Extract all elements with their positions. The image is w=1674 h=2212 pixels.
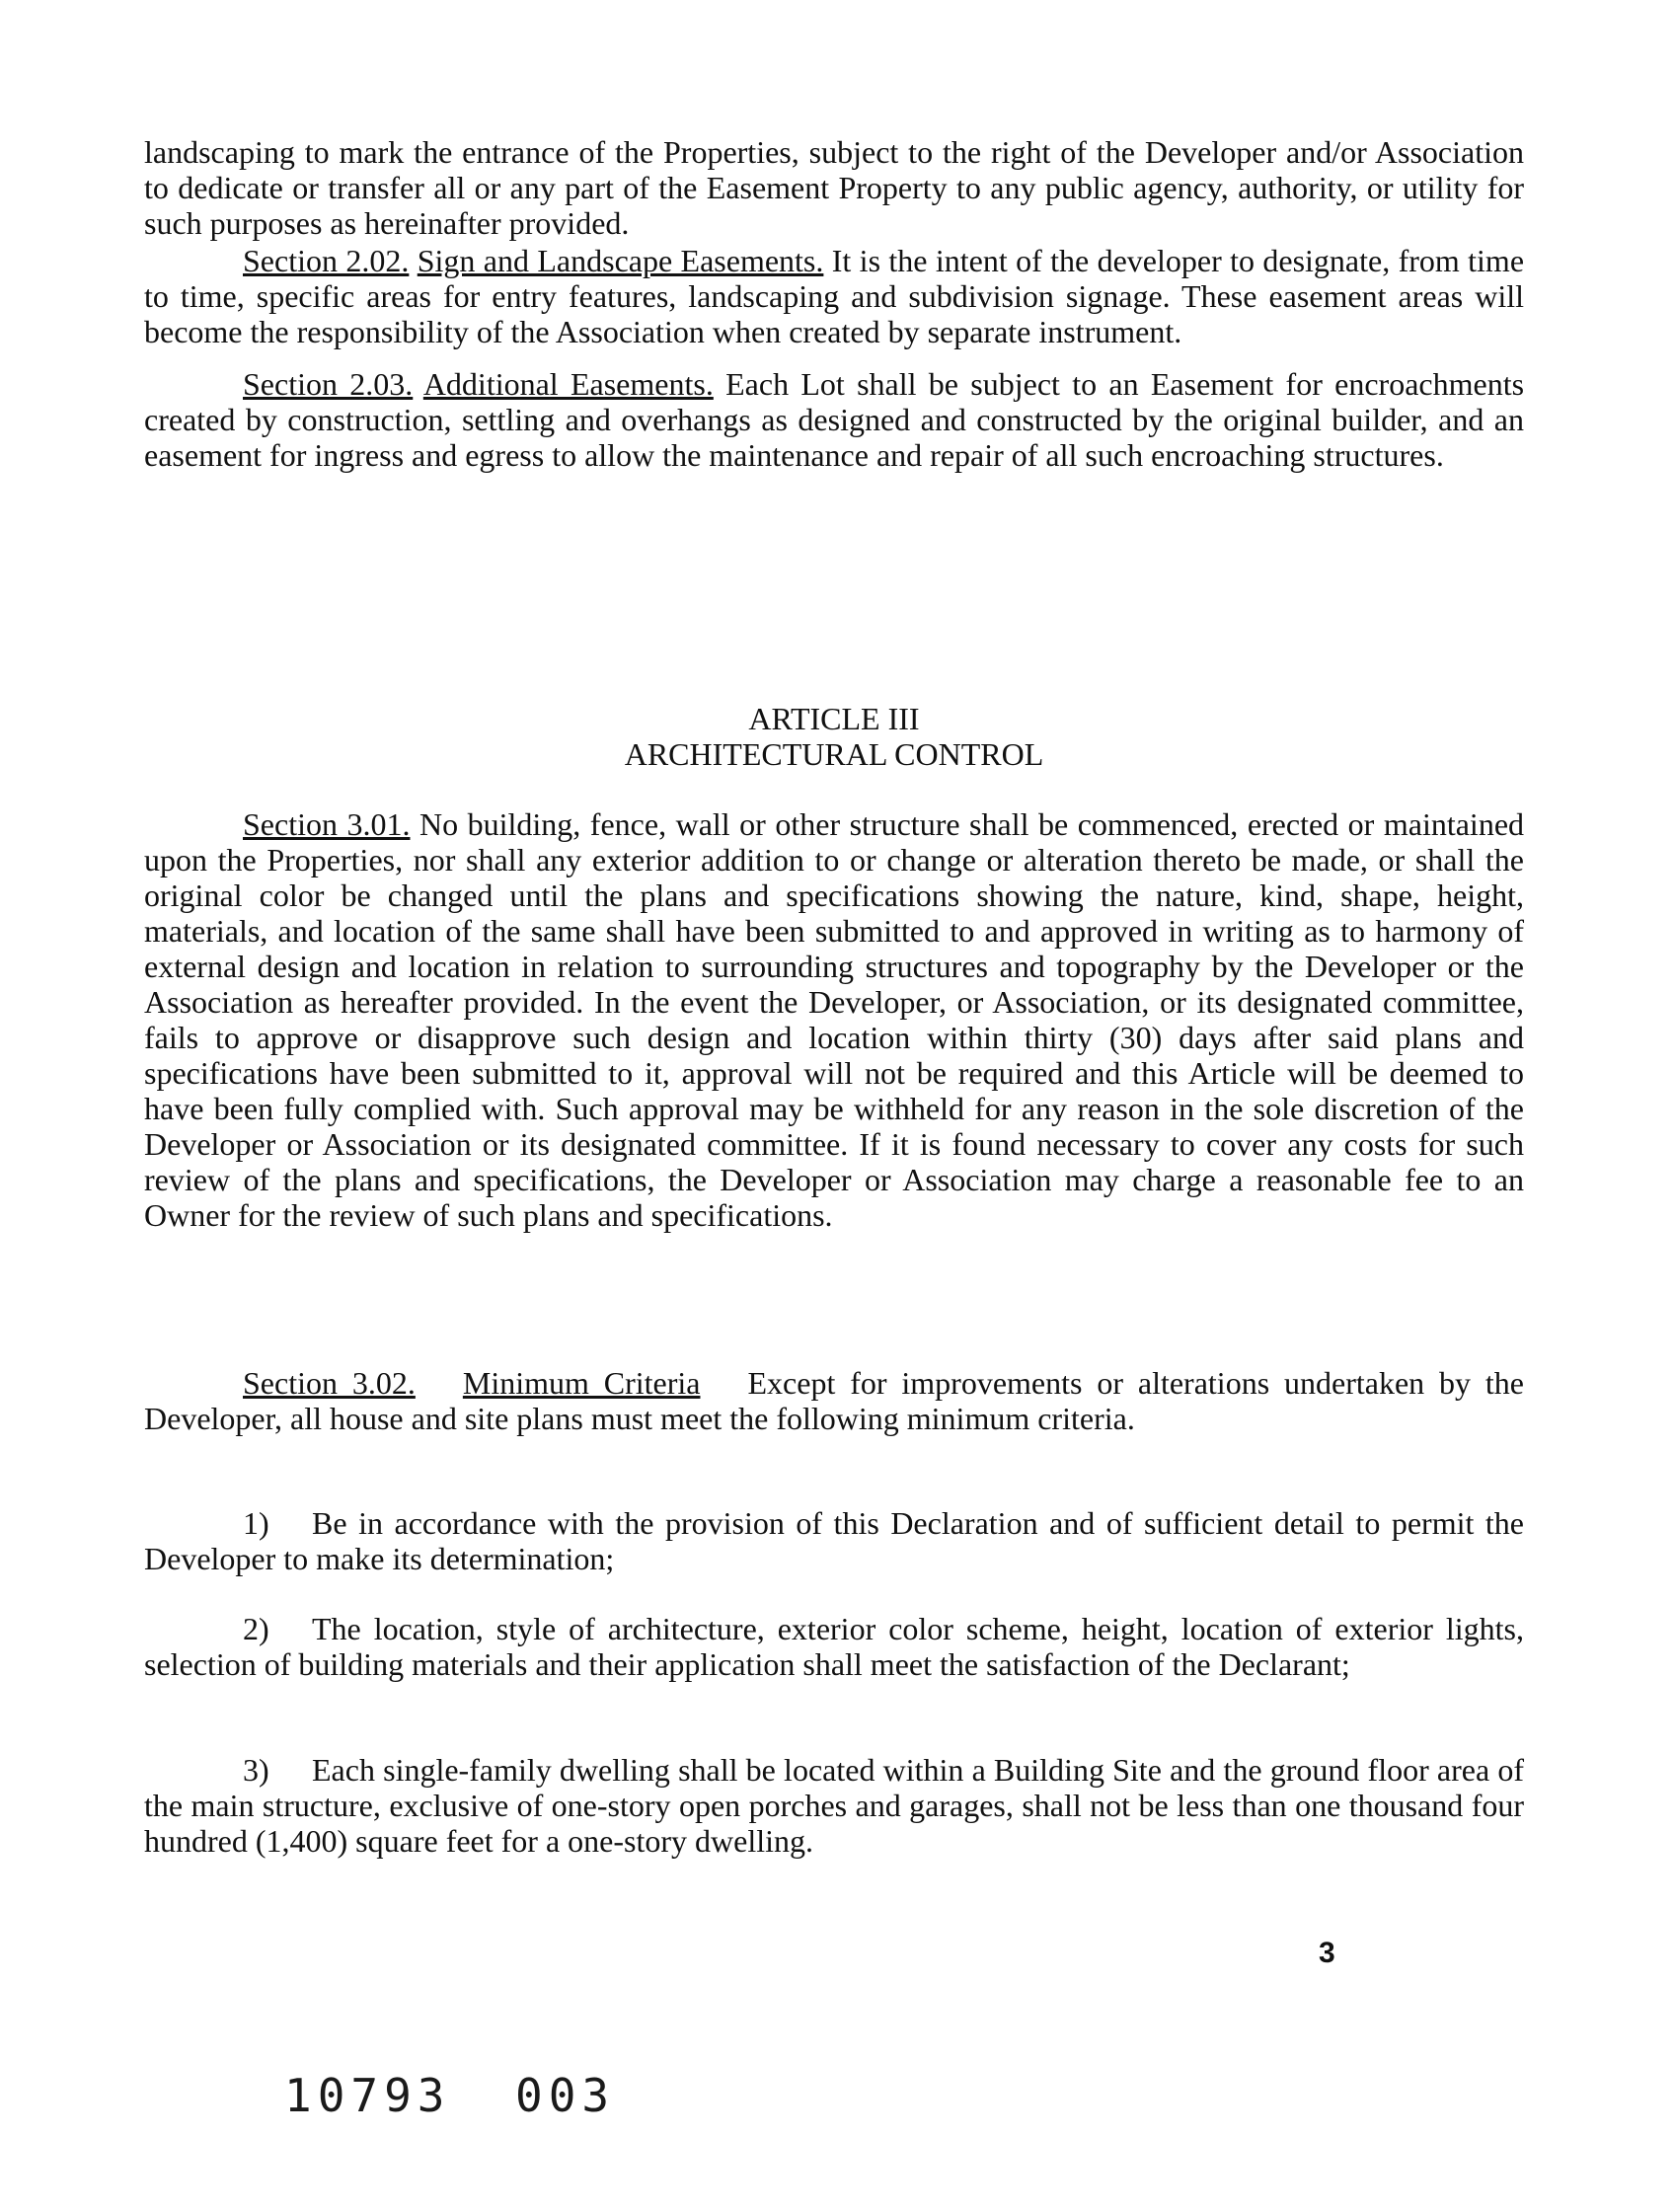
section-2-03-paragraph <box>144 366 1524 473</box>
continuation-paragraph: landscaping to mark the entrance of the Properties, subject to the right of the Developer and/or Association to dedicate or transfer all or any part of the Easement Property to any public agency, authority, or utility for such purposes as hereinafter provided. <box>144 134 1524 241</box>
criteria-item-text: Each single-family dwelling shall be located within a Building Site and the ground floor area of the main structure, exclusive of one-story open porches and garages, shall not be less than one thousand four hundred (1,400) square feet for a one-story dwelling. <box>144 1752 1524 1859</box>
section-2-03-label: Section 2.03. <box>243 366 414 402</box>
criteria-item <box>144 1752 1524 1859</box>
section-2-02-title: Sign and Landscape Easements. <box>417 243 824 278</box>
section-2-02-text: It is the intent of the developer to designate, from time to time, specific areas for entry features, landscaping and subdivision signage. These easement areas will become the responsibility of the Association when created by separate instrument. <box>144 243 1525 349</box>
section-3-02-title: Minimum Criteria <box>462 1365 701 1401</box>
article-number: ARTICLE III <box>748 701 920 736</box>
section-3-02-label: Section 3.02. <box>243 1365 416 1401</box>
criteria-item <box>144 1505 1524 1576</box>
criteria-item-text: The location, style of architecture, exterior color scheme, height, location of exterior lights, selection of building materials and their application shall meet the satisfaction of the Declarant; <box>144 1611 1524 1682</box>
section-2-02-label: Section 2.02. <box>243 243 410 278</box>
section-2-03-title: Additional Easements. <box>422 366 714 402</box>
criteria-item-text: Be in accordance with the provision of this Declaration and of sufficient detail to permit the Developer to make its determination; <box>144 1505 1524 1576</box>
section-3-01-paragraph <box>144 806 1524 1233</box>
article-title: ARCHITECTURAL CONTROL <box>624 736 1044 772</box>
section-2-02-paragraph <box>144 243 1524 349</box>
section-3-02-paragraph <box>144 1365 1524 1436</box>
criteria-item-number: 3) <box>243 1752 269 1788</box>
section-3-02-text: Except for improvements or alterations undertaken by the Developer, all house and site plans must meet the following minimum criteria. <box>144 1365 1525 1436</box>
section-2-03-text: Each Lot shall be subject to an Easement for encroachments created by construction, settling and overhangs as designed and constructed by the original builder, and an easement for ingress and egress to allow the maintenance and repair of all such encroaching structures. <box>144 366 1525 473</box>
criteria-item-number: 1) <box>243 1505 269 1541</box>
criteria-item-number: 2) <box>243 1611 269 1646</box>
recording-page-number: 003 <box>515 2069 616 2122</box>
page-number: 3 <box>1319 1937 1335 1969</box>
recording-book-number: 10793 <box>284 2069 451 2122</box>
section-3-01-label: Section 3.01. <box>243 806 411 842</box>
section-3-01-text: No building, fence, wall or other structure shall be commenced, erected or maintained upon the Properties, nor shall any exterior addition to or change or alteration thereto be made, or shall the original color be changed until the plans and specifications showing the nature, kind, shape, height, materials, and location of the same shall have been submitted to and approved in writing as to harmony of external design and location in relation to surrounding structures and topography by the Developer or the Association as hereafter provided. In the event the Developer, or Association, or its designated committee, fails to approve or disapprove such design and location within thirty (30) days after said plans and specifications have been submitted to it, approval will not be required and this Article will be deemed to have been fully complied with. Such approval may be withheld for any reason in the sole discretion of the Developer or Association or its designated committee. If it is found necessary to cover any costs for such review of the plans and specifications, the Developer or Association may charge a reasonable fee to an Owner for the review of such plans and specifications. <box>144 806 1525 1233</box>
criteria-item <box>144 1611 1524 1682</box>
